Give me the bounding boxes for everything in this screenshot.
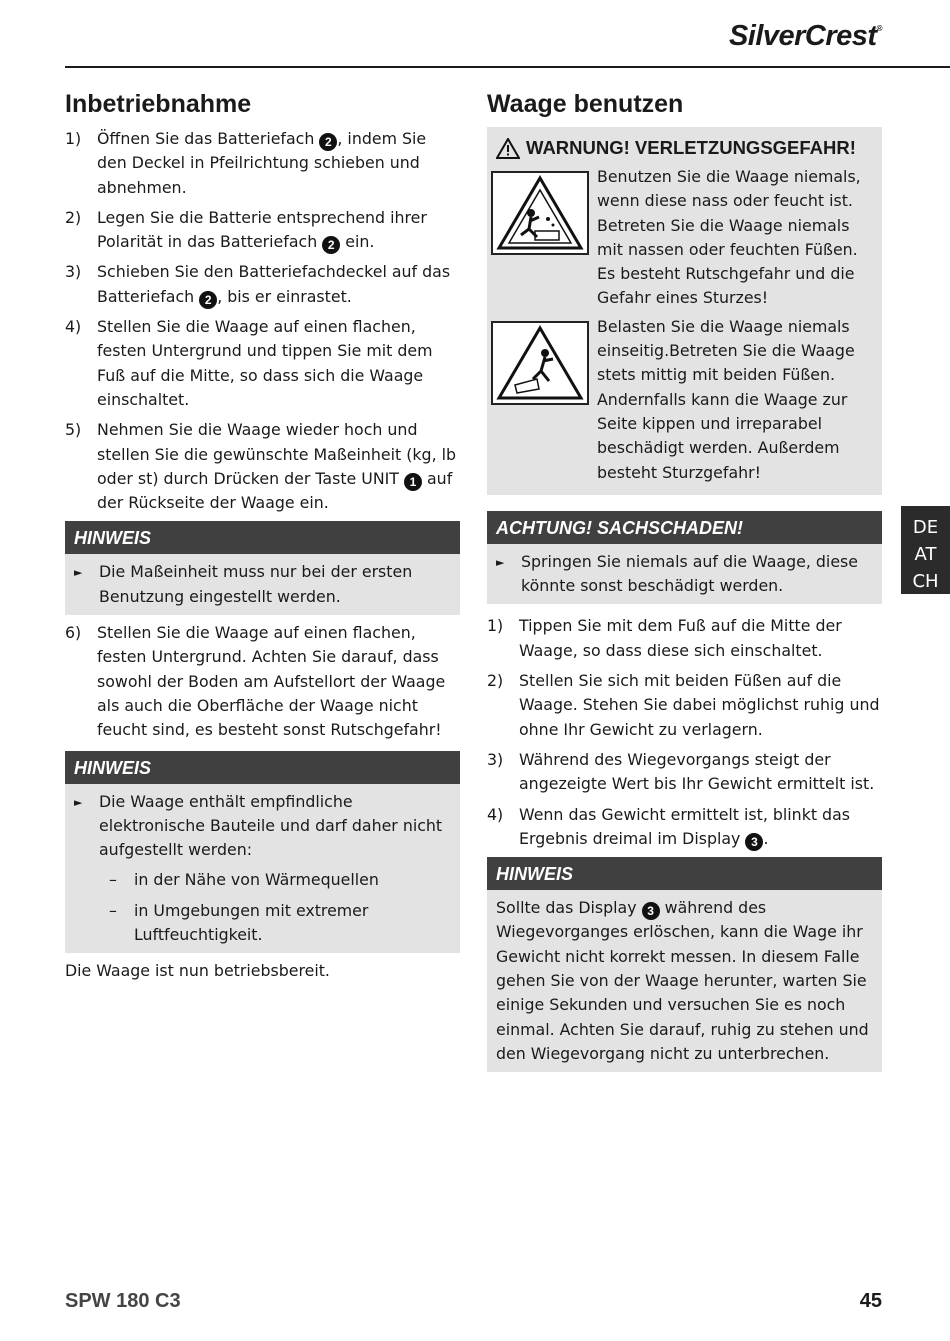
note-text: Sollte das Display 3 während des Wiegevorganges erlöschen, kann die Wage ihr Gewicht nicht korrekt messen. In diesem Falle gehen Sie von der Waage herunter, warten Sie einige Sekunden und versuchen Sie es noch einmal. Achten Sie darauf, ruhig zu stehen und den Wiegevorgang nicht zu unterbrechen. (496, 898, 869, 1063)
display-callout: 3 (642, 902, 660, 920)
warning-text-tipping: Belasten Sie die Waage niemals einseitig.Betreten Sie die Waage stets mittig mit beiden Füßen. Andernfalls kann die Waage zur Seite kippen und irreparabel beschädigt werden. Außerdem besteht Sturzgefahr! (597, 316, 855, 482)
brand-logo: SilverCrest® (728, 20, 882, 52)
setup-step: 5) Nehmen Sie die Waage wieder hoch und stellen Sie die gewünschte Maßeinheit (kg, lb oder st) durch Drücken der Taste UNIT 1 auf der Rückseite der Waage ein. (65, 420, 457, 513)
arrow-bullet-icon: ► (496, 555, 505, 569)
battery-compartment-callout: 2 (319, 133, 337, 151)
usage-step: 2) Stellen Sie sich mit beiden Füßen auf die Waage. Stehen Sie dabei möglichst ruhig und ohne Ihr Gewicht zu verlagern. (487, 671, 880, 739)
language-tab: DE AT CH (901, 506, 950, 594)
arrow-bullet-icon: ► (74, 566, 83, 580)
warning-box (487, 127, 882, 495)
section-title-usage: Waage benutzen (487, 90, 684, 118)
usage-step: 3) Während des Wiegevorgangs steigt der angezeigte Wert bis Ihr Gewicht ermittelt ist. (487, 749, 875, 794)
caution-heading: ACHTUNG! SACHSCHADEN! (487, 511, 882, 544)
setup-step: 2) Legen Sie die Batterie entsprechend ihrer Polarität in das Batteriefach 2 ein. (65, 207, 427, 253)
note-heading: HINWEIS (65, 521, 460, 554)
display-callout: 3 (745, 833, 763, 851)
warning-triangle-icon (496, 138, 520, 159)
warning-heading: WARNUNG! VERLETZUNGSGEFAHR! (526, 137, 856, 158)
footer-model-number: SPW 180 C3 (65, 1290, 181, 1312)
left-column (65, 90, 460, 984)
usage-step: 1) Tippen Sie mit dem Fuß auf die Mitte der Waage, so dass diese sich einschaltet. (487, 616, 842, 660)
note-box: HINWEIS ► Die Waage enthält empfindliche elektronische Bauteile und darf daher nicht aufgestellt werden: – in der Nähe von Wärmequellen – in Umgebungen mit extremer Luftfeuchtigkeit. (65, 751, 460, 954)
note-heading: HINWEIS (65, 751, 460, 784)
warning-text-wet: Benutzen Sie die Waage niemals, wenn diese nass oder feucht ist. Betreten Sie die Waage niemals mit nassen oder feuchten Füßen. Es besteht Rutschgefahr und die Gefahr eines Sturzes! (597, 167, 861, 308)
note-box: HINWEIS ► Die Maßeinheit muss nur bei der ersten Benutzung eingestellt werden. (65, 521, 460, 615)
arrow-bullet-icon: ► (74, 795, 83, 809)
section-title-setup: Inbetriebnahme (65, 90, 252, 118)
slip-hazard-pictogram (491, 171, 589, 255)
right-column (487, 90, 882, 1078)
setup-step: 1) Öffnen Sie das Batteriefach 2 , indem Sie den Deckel in Pfeilrichtung schieben und abnehmen. (65, 129, 427, 197)
closing-text: Die Waage ist nun betriebsbereit. (65, 961, 330, 981)
setup-step: 6) Stellen Sie die Waage auf einen flachen, festen Untergrund. Achten Sie darauf, dass sowohl der Boden am Aufstellort der Waage als auch die Oberfläche der Waage nicht feucht sind, es besteht sonst Rutschgefahr! (65, 623, 446, 740)
caution-box: ACHTUNG! SACHSCHADEN! ► Springen Sie niemals auf die Waage, diese könnte sonst beschädigt werden. (487, 511, 882, 605)
setup-step: 3) Schieben Sie den Batteriefachdeckel auf das Batteriefach 2 , bis er einrastet. (65, 262, 451, 307)
page-number: 45 (859, 1290, 882, 1312)
battery-compartment-callout: 2 (199, 291, 217, 309)
unit-button-callout: 1 (404, 473, 422, 491)
header-rule (65, 66, 950, 68)
note-box (487, 857, 882, 1072)
dash-bullet: – (109, 900, 117, 920)
setup-step: 4) Stellen Sie die Waage auf einen flachen, festen Untergrund und tippen Sie mit dem Fuß auf die Mitte, so dass sich die Waage einschaltet. (65, 317, 433, 409)
usage-step: 4) Wenn das Gewicht ermittelt ist, blinkt das Ergebnis dreimal im Display 3 . (487, 804, 850, 849)
tipping-hazard-pictogram (491, 321, 589, 405)
note-heading: HINWEIS (487, 857, 882, 890)
dash-bullet: – (109, 870, 117, 890)
battery-compartment-callout: 2 (322, 236, 340, 254)
